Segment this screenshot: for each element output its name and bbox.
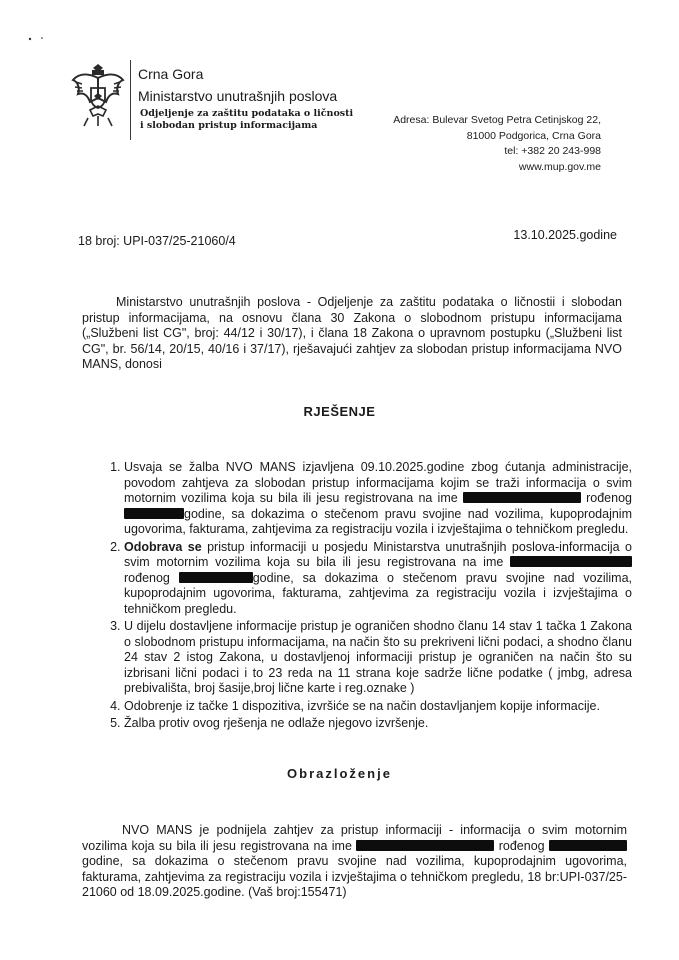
list-item: 3. U dijelu dostavljene informacije pristup je ograničen shodno članu 14 stav 1 tačka 1 Zakona o slobodnom pristupu informacijama, na način što su prekriveni lični podaci, a shodno članu 24 stav 2 istog Zakona, u dostavljenoj informaciji pristup je ograničen na način što su izbrisani lični podaci i to 23 reda na 11 strana koje sadrže lične podatke ( jmbg, adresa prebivališta, broj šasije,broj lične karte i reg.oznake ) (124, 619, 632, 697)
phone: tel: +382 20 243-998 (504, 145, 601, 157)
list-item: 2. Odobrava se pristup informaciji u posjedu Ministarstva unutrašnjih poslova-informacija o svim motornim vozilima koja su bila ili jesu registrovana na ime rođenog godine, sa dokazima o stečenom pravu svojine nad vozilima, kupoprodajnim ugovorima, fakturama, zahtjevima za registraciju vozila i izvještajima o tehničkom pregledu. (124, 540, 632, 618)
decision-title: RJEŠENJE (303, 404, 376, 419)
redaction-bar (549, 840, 627, 851)
redaction-bar (356, 840, 494, 851)
list-item: 5. Žalba protiv ovog rješenja ne odlaže njegovo izvršenje. (124, 716, 632, 732)
document-date: 13.10.2025.godine (513, 228, 617, 242)
decision-list (103, 460, 632, 734)
redaction-bar (179, 572, 253, 583)
reference-number: 18 broj: UPI-037/25-21060/4 (78, 234, 236, 248)
list-item: 4. Odobrenje iz tačke 1 dispozitiva, izvršiće se na način dostavljanjem kopije informacije. (124, 699, 632, 715)
redaction-bar (463, 492, 581, 503)
address-line: Adresa: Bulevar Svetog Petra Cetinjskog 22, (393, 114, 601, 126)
website: www.mup.gov.me (518, 160, 601, 173)
intro-paragraph: Ministarstvo unutrašnjih poslova - Odjeljenje za zaštitu podataka o ličnostii i slobodan pristup informacijama, na osnovu člana 30 Zakona o slobodnom pristupu informacijama („Službeni list CG", broj: 44/12 i 30/17), i člana 18 Zakona o upravnom postupku („Službeni list CG", br. 56/14, 20/15, 40/16 i 37/17), rješavajući zahtjev za slobodan pristup informacijama NVO MANS, donosi (82, 295, 622, 371)
scan-dots (28, 36, 46, 42)
address-city: 81000 Podgorica, Crna Gora (466, 129, 601, 142)
reasoning-paragraph: NVO MANS je podnijela zahtjev za pristup informaciji - informacija o svim motornim vozilima koja su bila ili jesu registrovana na ime rođenog godine, sa dokazima o stečenom pravu svojine nad vozilima, kupoprodajnim ugovorima, fakturama, zahtjevima za registraciju vozila i izvještajima o tehničkom pregledu, 18 br:UPI-037/25-21060 od 18.09.2025.godine. (Vaš broj:155471) (82, 823, 627, 899)
redaction-bar (124, 508, 184, 519)
coat-of-arms-icon (70, 58, 126, 130)
header-divider (130, 60, 131, 140)
country-name: Crna Gora (138, 66, 204, 82)
list-item: 1. Usvaja se žalba NVO MANS izjavljena 09.10.2025.godine zbog ćutanja administracije, povodom zahtjeva za slobodan pristup informacijama kojim se traži informacija o svim motornim vozilima koja su bila ili jesu registrovana na ime rođenog godine, sa dokazima o stečenom pravu svojine nad vozilima, kupoprodajnim ugovorima, fakturama, zahtjevima za registraciju vozila i izvještajima o tehničkom pregledu. (124, 460, 632, 538)
ministry-name: Ministarstvo unutrašnjih poslova (138, 88, 338, 104)
department-name: Odjeljenje za zaštitu podataka o ličnosti i slobodan pristup informacijama (140, 108, 354, 131)
redaction-bar (510, 556, 632, 567)
reasoning-title: Obrazloženje (287, 766, 392, 781)
address-block (393, 113, 601, 175)
